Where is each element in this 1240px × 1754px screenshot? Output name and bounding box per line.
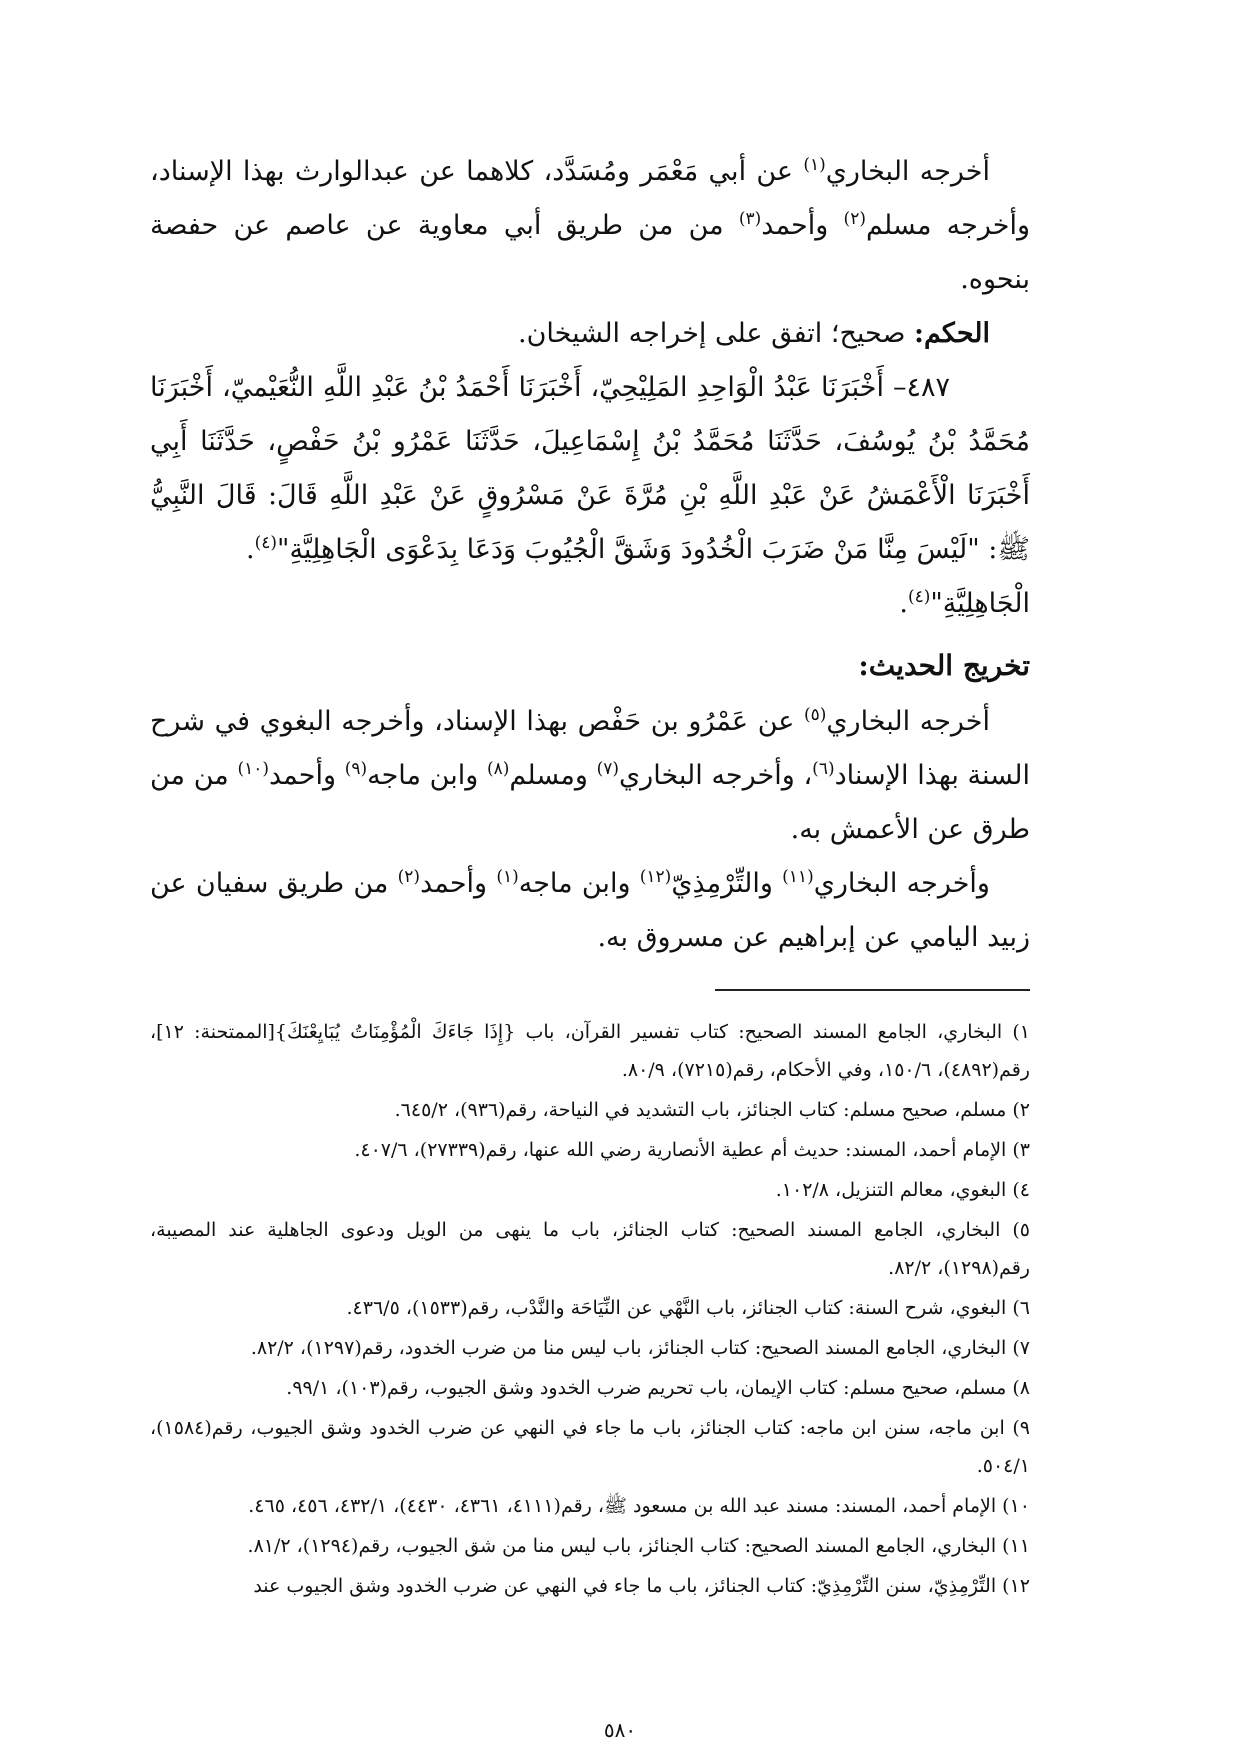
- text: وأحمد: [268, 760, 345, 791]
- footnote-text: البخاري، الجامع المسند الصحيح: كتاب الجنائز، باب ليس منا من شق الجيوب، رقم(١٢٩٤)، ٨١/٢.: [247, 1535, 1003, 1557]
- footnote: [150, 1527, 1030, 1565]
- footnote-text: مسلم، صحيح مسلم: كتاب الجنائز، باب التشديد في النياحة، رقم(٩٣٦)، ٦٤٥/٢.: [394, 1099, 1013, 1121]
- footnote-number: ٢): [1012, 1099, 1030, 1121]
- footnote-ref[interactable]: (٣): [738, 209, 762, 229]
- footnote-text: مسلم، صحيح مسلم: كتاب الإيمان، باب تحريم ضرب الخدود وشق الجيوب، رقم(١٠٣)، ٩٩/١.: [286, 1377, 1013, 1399]
- text: من طريق سفيان عن زبيد اليامي عن إبراهيم عن مسروق به.: [150, 868, 1030, 953]
- footnote-number: ٣): [1012, 1139, 1030, 1161]
- takhrij-paragraph-1: [150, 145, 1030, 307]
- text: أخرجه البخاري: [825, 156, 990, 187]
- footnote-number: ١٢): [1002, 1575, 1030, 1597]
- footnote-number: ٩): [1012, 1417, 1030, 1439]
- footnote-text: الإمام أحمد، المسند: مسند عبد الله بن مسعود ﷺ، رقم(٤١١١، ٤٣٦١، ٤٤٣٠)، ٤٣٢/١، ٤٥٦، ٤٦٥.: [248, 1495, 1003, 1517]
- footnote-text: الإمام أحمد، المسند: حديث أم عطية الأنصارية رضي الله عنها، رقم(٢٧٣٣٩)، ٤٠٧/٦.: [354, 1139, 1013, 1161]
- footnotes-list: [150, 1013, 1030, 1605]
- footnote: [150, 1567, 1030, 1605]
- takhrij-paragraph-3: [150, 857, 1030, 965]
- footnote-number: ١): [1012, 1021, 1030, 1043]
- footnote-ref[interactable]: (٧): [596, 759, 620, 779]
- takhrij-paragraph-2: [150, 695, 1030, 857]
- footnote-number: ٤): [1012, 1179, 1030, 1201]
- footnote-ref[interactable]: (١١): [782, 867, 814, 887]
- footnote: [150, 1171, 1030, 1209]
- footnote-ref[interactable]: (٢): [843, 209, 866, 229]
- footnote-text: البغوي، شرح السنة: كتاب الجنائز، باب النَّهْي عن النِّيَاحَة والنَّدْب، رقم(١٥٣٣)، ٤٣٦/٥.: [346, 1297, 1013, 1319]
- hadith-repeat-line: [150, 577, 1030, 631]
- footnote-ref[interactable]: (٥): [803, 705, 827, 725]
- footnote-ref[interactable]: (١٢): [639, 867, 672, 887]
- section-heading-takhrij: تخريج الحديث:: [858, 649, 1030, 682]
- footnote-number: ٧): [1012, 1337, 1030, 1359]
- footnote: [150, 1091, 1030, 1129]
- footnote-divider: [715, 989, 1030, 991]
- hadith-number: ٤٨٧–: [892, 372, 950, 403]
- footnote-number: ١٠): [1002, 1495, 1030, 1517]
- page-body: [150, 145, 1030, 1607]
- text: والتِّرْمِذِيّ: [671, 868, 783, 899]
- footnote-ref[interactable]: (٢): [397, 867, 421, 887]
- text: وأحمد: [761, 210, 844, 241]
- text: ومسلم: [509, 760, 597, 791]
- footnote-ref[interactable]: (٤): [907, 587, 931, 607]
- hadith-text: [150, 361, 1030, 577]
- footnote: [150, 1211, 1030, 1287]
- footnote: [150, 1131, 1030, 1169]
- ruling-text: صحيح؛ اتفق على إخراجه الشيخان.: [518, 318, 914, 349]
- footnote-number: ١١): [1002, 1535, 1030, 1557]
- footnote-text: ابن ماجه، سنن ابن ماجه: كتاب الجنائز، باب ما جاء في النهي عن ضرب الخدود وشق الجيوب، رقم(١٥٨٤)، ٥٠٤/١.: [150, 1417, 1030, 1477]
- ruling-label: الحكم:: [913, 318, 990, 349]
- ruling-line: [150, 307, 1030, 361]
- footnote-ref[interactable]: (٨): [487, 759, 510, 779]
- text: وابن ماجه: [367, 760, 487, 791]
- text: وأحمد: [420, 868, 497, 899]
- text: وأخرجه البخاري: [813, 868, 990, 899]
- footnote-ref[interactable]: (١٠): [237, 759, 269, 779]
- footnote-ref[interactable]: (١): [803, 155, 826, 175]
- text: أخرجه البخاري: [826, 706, 990, 737]
- footnote-ref[interactable]: (١): [496, 867, 519, 887]
- footnote-number: ٨): [1012, 1377, 1030, 1399]
- footnote: [150, 1013, 1030, 1089]
- footnote-text: البخاري، الجامع المسند الصحيح: كتاب تفسير القرآن، باب {إِذَا جَاءَكَ الْمُؤْمِنَاتُ يُبَايِعْنَكَ}[الممتحنة: ١٢]، رقم(٤٨٩٢)، ١٥٠/٦، وفي الأحكام، رقم(٧٢١٥)، ٨٠/٩.: [150, 1021, 1030, 1081]
- footnote-text: البخاري، الجامع المسند الصحيح: كتاب الجنائز، باب ليس منا من ضرب الخدود، رقم(١٢٩٧)، ٨٢/٢.: [250, 1337, 1013, 1359]
- text: .: [899, 588, 908, 619]
- footnote-number: ٦): [1012, 1297, 1030, 1319]
- footnote-text: البخاري، الجامع المسند الصحيح: كتاب الجنائز، باب ما ينهى من الويل ودعوى الجاهلية عند المصيبة، رقم(١٢٩٨)، ٨٢/٢.: [150, 1219, 1030, 1279]
- footnote: [150, 1329, 1030, 1367]
- footnote: [150, 1289, 1030, 1327]
- footnote: [150, 1487, 1030, 1525]
- footnote-ref[interactable]: (٦): [812, 759, 835, 779]
- text: ، وأخرجه البخاري: [619, 760, 813, 791]
- text: عن أبي مَعْمَر ومُسَدَّد، كلاهما عن عبدالوارث بهذا الإسناد، وأخرجه مسلم: [150, 156, 1030, 241]
- footnote: [150, 1409, 1030, 1485]
- text: عن عَمْرُو بن حَفْص بهذا الإسناد، وأخرجه البغوي في شرح السنة بهذا الإسناد: [150, 706, 1030, 791]
- text: وابن ماجه: [518, 868, 640, 899]
- page-number: ٥٨٠: [603, 1718, 637, 1742]
- footnote-text: التِّرْمِذِيّ، سنن التِّرْمِذِيّ: كتاب الجنائز، باب ما جاء في النهي عن ضرب الخدود وشق الجيوب عند: [253, 1575, 1003, 1597]
- footnote-ref[interactable]: (٤): [254, 533, 278, 553]
- footnote-number: ٥): [1012, 1219, 1030, 1241]
- text: .: [246, 534, 255, 565]
- footnote: [150, 1369, 1030, 1407]
- hadith-body: أَخْبَرَنَا عَبْدُ الْوَاحِدِ المَلِيْحِيّ، أَخْبَرَنَا أَحْمَدُ بْنُ عَبْدِ اللَّهِ النُّعَيْميّ، أَخْبَرَنَا مُحَمَّدُ بْنُ يُوسُفَ، حَدَّثَنَا مُحَمَّدُ بْنُ إِسْمَاعِيلَ، حَدَّثَنَا عَمْرُو بْنُ حَفْصٍ، حَدَّثَنَا أَبِي أَخْبَرَنَا الْأَعْمَشُ عَنْ عَبْدِ اللَّهِ بْنِ مُرَّةَ عَنْ مَسْرُوقٍ عَنْ عَبْدِ اللَّهِ قَالَ: قَالَ النَّبِيُّ ﷺ: "لَيْسَ مِنَّا مَنْ ضَرَبَ الْخُدُودَ وَشَقَّ الْجُيُوبَ وَدَعَا بِدَعْوَى الْجَاهِلِيَّةِ": [150, 372, 1030, 565]
- text: من من طريق أبي معاوية عن عاصم عن حفصة بنحوه.: [150, 210, 1030, 295]
- footnote-text: البغوي، معالم التنزيل، ١٠٢/٨.: [775, 1179, 1013, 1201]
- text: من من طرق عن الأعمش به.: [150, 760, 1030, 845]
- footnote-ref[interactable]: (٩): [344, 759, 368, 779]
- text: الْجَاهِلِيَّةِ": [930, 588, 1030, 619]
